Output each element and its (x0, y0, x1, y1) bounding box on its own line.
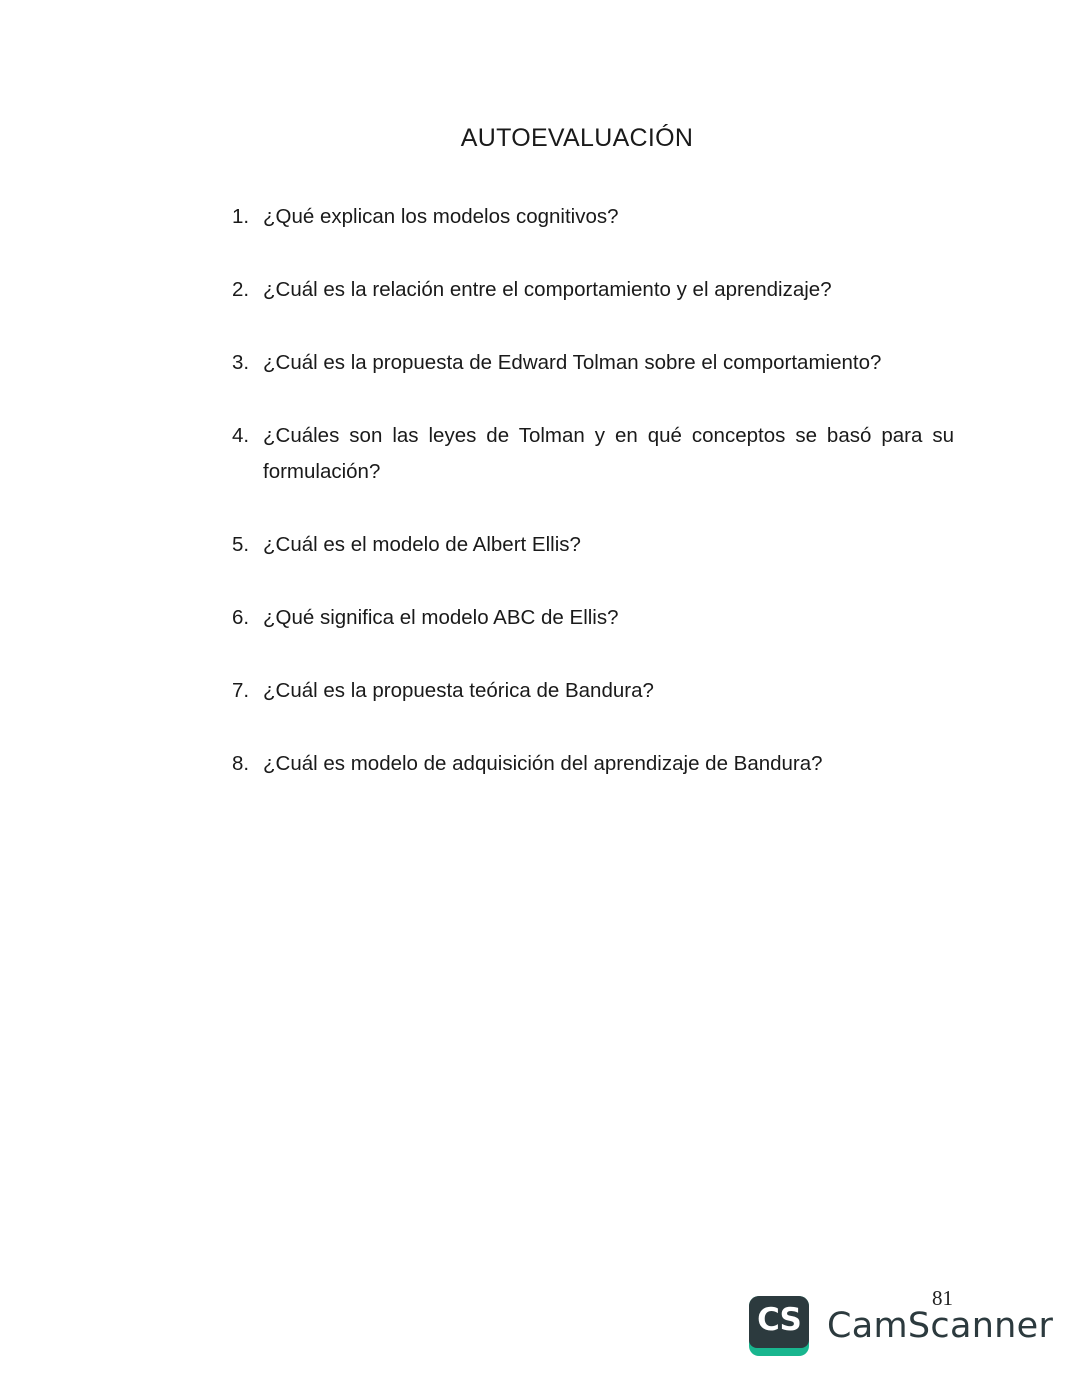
question-item (232, 600, 954, 636)
question-number: 2. (232, 278, 250, 301)
question-item (232, 272, 954, 308)
question-item (232, 199, 954, 235)
camscanner-logo-icon (749, 1296, 809, 1356)
question-number: 7. (232, 679, 250, 702)
question-number: 3. (232, 351, 250, 374)
question-item (232, 418, 954, 490)
question-number: 5. (232, 533, 250, 556)
question-item (232, 345, 954, 381)
question-text: ¿Qué explican los modelos cognitivos? (263, 205, 619, 228)
question-item (232, 746, 954, 782)
question-number: 1. (232, 205, 250, 228)
question-item (232, 673, 954, 709)
question-number: 4. (232, 424, 250, 447)
question-text: ¿Cuál es la relación entre el comportamiento y el aprendizaje? (263, 278, 832, 301)
question-list (232, 199, 954, 819)
question-item (232, 527, 954, 563)
question-text: ¿Cuáles son las leyes de Tolman y en qué conceptos se basó para su formulación? (263, 424, 954, 483)
question-text: ¿Cuál es modelo de adquisición del aprendizaje de Bandura? (263, 752, 823, 775)
camscanner-brand-name: CamScanner (827, 1306, 1054, 1346)
camscanner-logo-text: CS (757, 1302, 801, 1338)
question-number: 6. (232, 606, 250, 629)
question-text: ¿Cuál es la propuesta teórica de Bandura? (263, 679, 654, 702)
question-text: ¿Cuál es el modelo de Albert Ellis? (263, 533, 581, 556)
question-number: 8. (232, 752, 250, 775)
page-number: 81 (932, 1286, 953, 1310)
camscanner-watermark (749, 1296, 1053, 1356)
page-title: AUTOEVALUACIÓN (460, 124, 694, 152)
question-text: ¿Cuál es la propuesta de Edward Tolman sobre el comportamiento? (263, 351, 882, 374)
question-text: ¿Qué significa el modelo ABC de Ellis? (263, 606, 619, 629)
